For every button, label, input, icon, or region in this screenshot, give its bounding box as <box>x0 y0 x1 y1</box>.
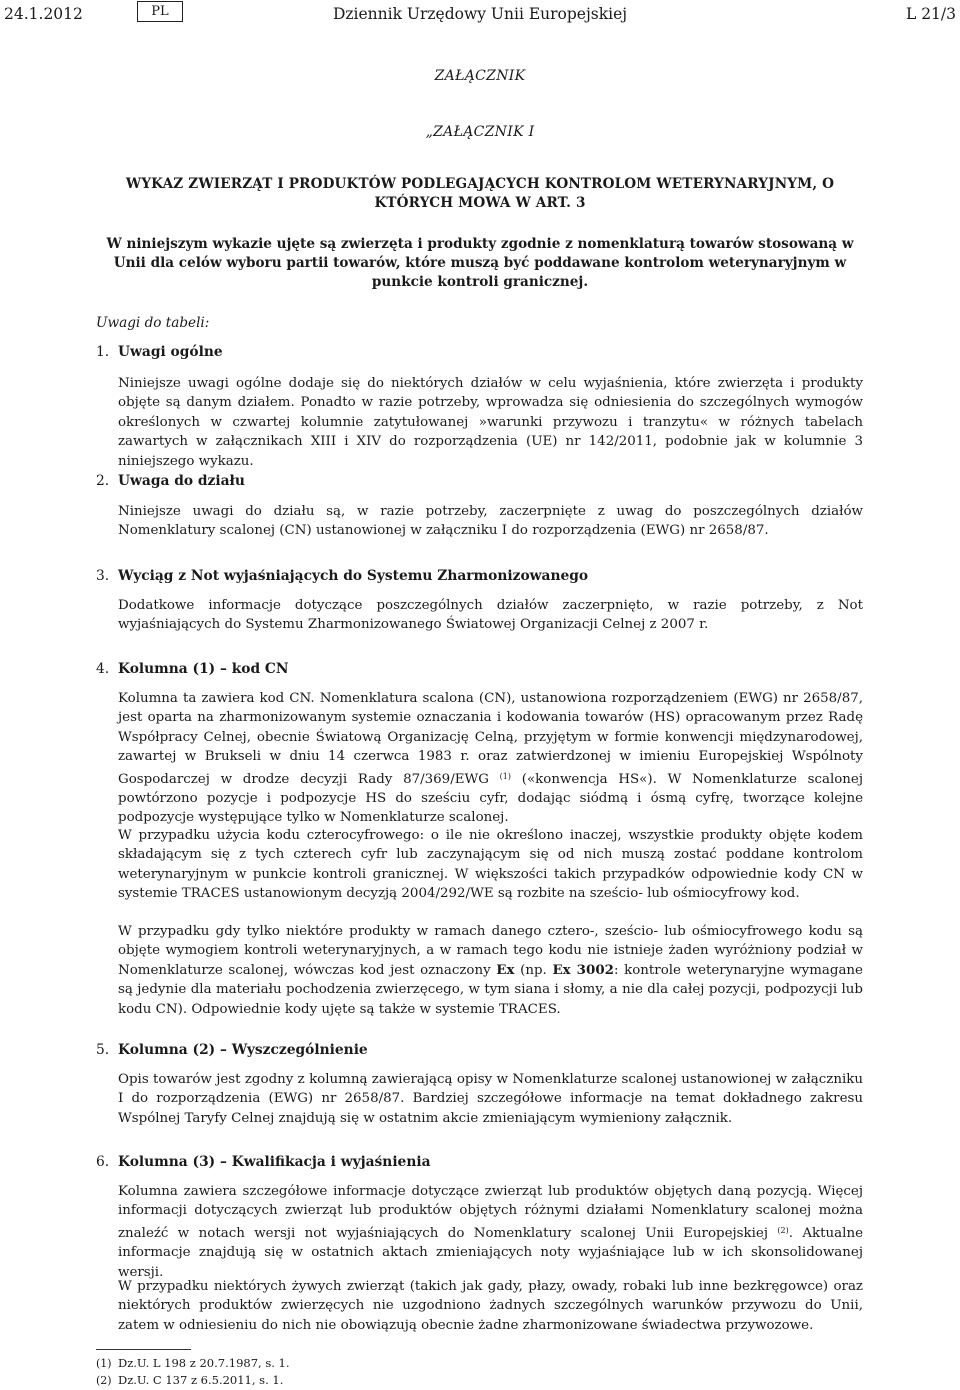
section-4-paragraph-3: W przypadku gdy tylko niektóre produkty w ramach danego cztero-, sześcio- lub ośmiocyfrowego kodu są objęte wymogiem kontroli weterynaryjnych, a w ramach tego kodu nie istnieje żaden wyróżniony podział w Nomenklaturze scalonej, wówczas kod jest oznaczony Ex (np. Ex 3002: kontrole weterynaryjne wymagane są jedynie dla materiału pochodzenia zwierzęcego, w tym siana i słomy, a nie dla całej pozycji, podpozycji lub kodu CN). Odpowiednie kody ujęte są także w systemie TRACES. <box>118 924 863 1017</box>
notes-label: Uwagi do tabeli: <box>96 315 210 331</box>
section-1-paragraph: Niniejsze uwagi ogólne dodaje się do niektórych działów w celu wyjaśnienia, które zwierzęta i produkty objęte są danym działem. Ponadto w razie potrzeby, wprowadza się odniesienia do szczególnych wymogów określonych w czwartej kolumnie zatytułowanej »warunki przywozu i tranzytu« w różnych tabelach zawartych w załącznikach XIII i XIV do rozporządzenia (UE) nr 142/2011, podobnie jak w kolumnie 3 niniejszego wykazu. <box>118 376 863 469</box>
section-heading-5: 5. Kolumna (2) – Wyszczególnienie <box>96 1042 368 1058</box>
publication-date: 24.1.2012 <box>4 5 83 23</box>
journal-title: Dziennik Urzędowy Unii Europejskiej <box>332 5 628 23</box>
footnote-1: (1) Dz.U. L 198 z 20.7.1987, s. 1. <box>96 1356 290 1370</box>
footnote-ref-2[interactable]: (2) <box>777 1225 789 1235</box>
section-heading-6: 6. Kolumna (3) – Kwalifikacja i wyjaśnienia <box>96 1154 431 1170</box>
section-heading-1: 1. Uwagi ogólne <box>96 344 223 360</box>
annex-i-label: „ZAŁĄCZNIK I <box>425 124 535 140</box>
footnote-ref-1[interactable]: (1) <box>499 771 512 781</box>
section-4-paragraph-1: Kolumna ta zawiera kod CN. Nomenklatura scalona (CN), ustanowiona rozporządzeniem (EWG) nr 2658/87, jest oparta na zharmonizowanym systemie oznaczania i kodowania towarów (HS) opracowanym przez Radę Współpracy Celnej, obecnie Światową Organizację Celną, przyjętym w formie konwencji międzynarodowej, zawartej w Brukseli w dniu 14 czerwca 1983 r. oraz zatwierdzonej w imieniu Europejskiej Wspólnoty Gospodarczej w drodze decyzji Rady 87/369/EWG $^{(1)}$ («konwencja HS«). W Nomenklaturze scalonej powtórzono pozycje i podpozycje HS do sześciu cyfr, dodając siódmą i ósmą cyfrę, tworzące kolejne podpozycje występujące tylko w Nomenklaturze scalonej. <box>118 691 863 826</box>
intro-paragraph: W niniejszym wykazie ujęte są zwierzęta i produkty zgodnie z nomenklaturą towarów stosowaną w Unii dla celów wyboru partii towarów, które muszą być poddawane kontrolom weterynaryjnym w punkcie kontroli granicznej. <box>106 236 854 290</box>
page-reference: L 21/3 <box>905 5 956 23</box>
section-6-paragraph-2: W przypadku niektórych żywych zwierząt (takich jak gady, płazy, owady, robaki lub inne bezkręgowce) oraz niektórych produktów zwierzęcych nie uzgodniono żadnych szczególnych warunków przywozu do Unii, zatem w odniesieniu do nich nie obowiązują obecnie żadne zharmonizowane świadectwa przywozowe. <box>118 1279 863 1333</box>
section-heading-4: 4. Kolumna (1) – kod CN <box>96 661 289 677</box>
section-heading-2: 2. Uwaga do działu <box>96 473 245 489</box>
section-2-paragraph: Niniejsze uwagi do działu są, w razie potrzeby, zaczerpnięte z uwag do poszczególnych działów Nomenklatury scalonej (CN) ustanowionej w załączniku I do rozporządzenia (EWG) nr 2658/87. <box>118 504 863 539</box>
document-title: WYKAZ ZWIERZĄT I PRODUKTÓW PODLEGAJĄCYCH KONTROLOM WETERYNARYJNYM, O KTÓRYCH MOWA W ART. 3 <box>125 176 835 211</box>
section-4-paragraph-2: W przypadku użycia kodu czterocyfrowego: o ile nie określono inaczej, wszystkie produkty objęte kodem składającym się z tych czterech cyfr lub zaczynającym się od nich muszą zostać poddane kontrolom weterynaryjnym w punkcie kontroli granicznej. W większości takich przypadków odpowiednie kody CN w systemie TRACES ustanowionym decyzją 2004/292/WE są rozbite na sześcio- lub ośmiocyfrowy kod. <box>118 828 863 902</box>
section-3-paragraph: Dodatkowe informacje dotyczące poszczególnych działów zaczerpnięto, w razie potrzeby, z Not wyjaśniających do Systemu Zharmonizowanego Światowej Organizacji Celnej z 2007 r. <box>118 598 863 633</box>
section-5-paragraph: Opis towarów jest zgodny z kolumną zawierającą opisy w Nomenklaturze scalonej ustanowionej w załączniku I do rozporządzenia (EWG) nr 2658/87. Bardziej szczegółowe informacje na temat dokładnego zakresu Wspólnej Taryfy Celnej znajdują się w ostatnim akcie zmieniającym wymieniony załącznik. <box>118 1072 863 1126</box>
footnote-2: (2) Dz.U. C 137 z 6.5.2011, s. 1. <box>96 1373 284 1387</box>
annex-label: ZAŁĄCZNIK <box>434 68 526 84</box>
section-heading-3: 3. Wyciąg z Not wyjaśniających do Systemu Zharmonizowanego <box>96 568 589 584</box>
section-6-paragraph-1: Kolumna zawiera szczegółowe informacje dotyczące zwierząt lub produktów objętych daną pozycją. Więcej informacji dotyczących zwierząt lub produktów objętych różnymi działami Nomenklatury scalonej można znaleźć w notach wersji not wyjaśniających do Nomenklatury scalonej Unii Europejskiej $^{(2)}$. Aktualne informacje znajdują się w ostatnich aktach zmieniających noty wyjaśniające lub w ich skonsolidowanej wersji. <box>118 1184 863 1280</box>
language-badge: PL <box>137 1 183 22</box>
footnote-divider <box>96 1349 191 1350</box>
page-header <box>0 0 960 30</box>
